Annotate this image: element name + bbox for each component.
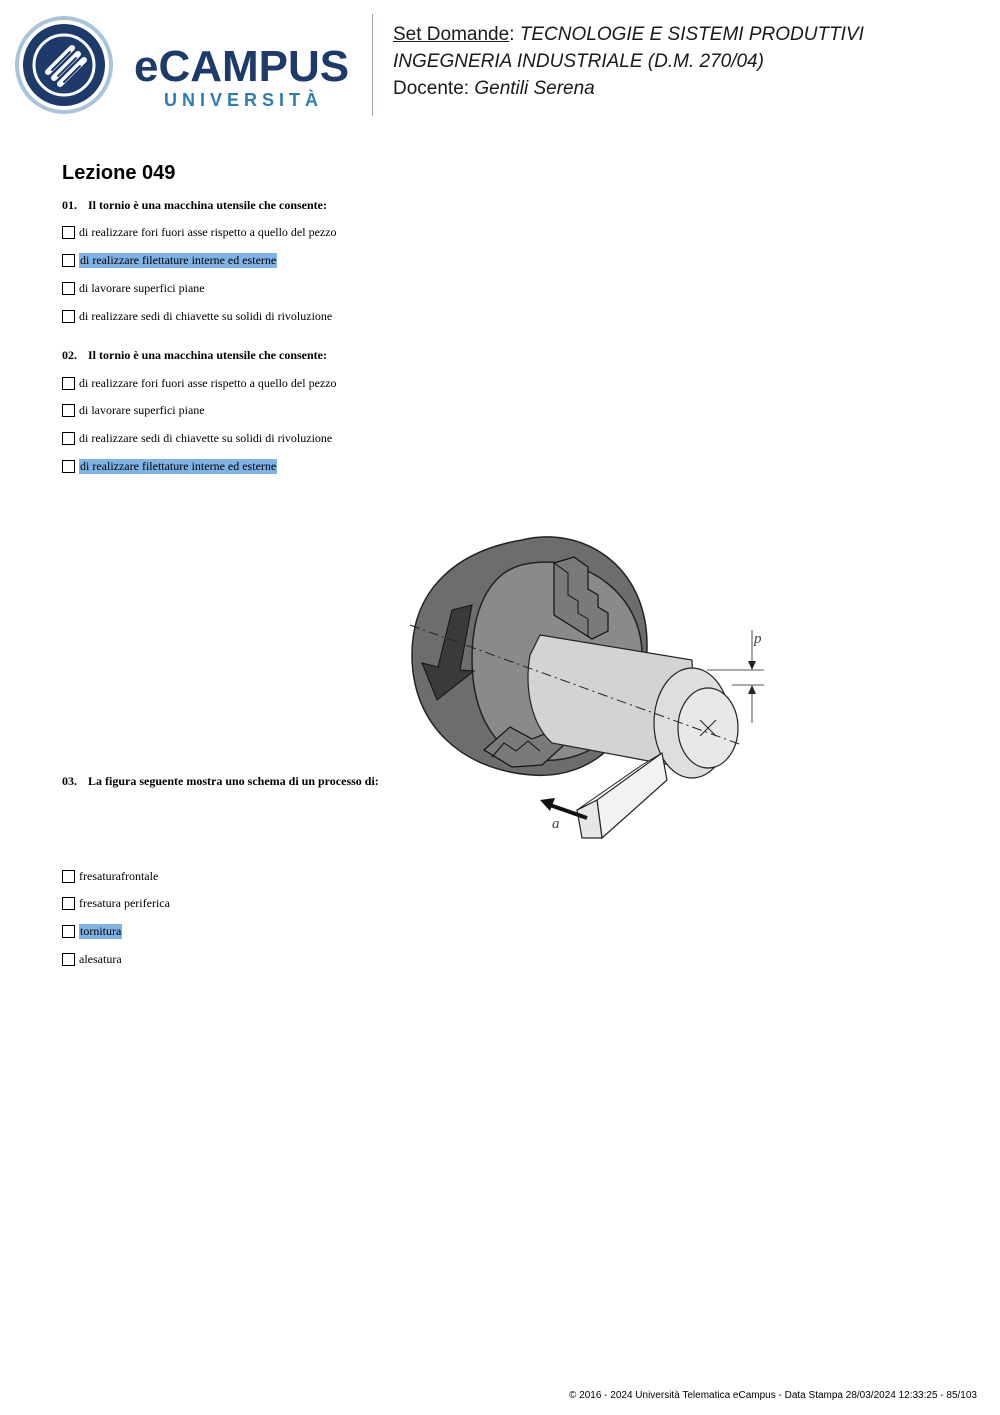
checkbox[interactable] <box>62 460 75 473</box>
question-number: 01. <box>62 198 77 212</box>
question-text: Il tornio è una macchina utensile che consente: <box>88 198 327 212</box>
course-title: TECNOLOGIE E SISTEMI PRODUTTIVI <box>519 24 864 45</box>
question-number: 03. <box>62 774 77 788</box>
label-a: a <box>552 816 560 832</box>
checkbox[interactable] <box>62 897 75 910</box>
option-text-highlighted: di realizzare filettature interne ed esterne <box>80 252 277 267</box>
page-footer: © 2016 - 2024 Università Telematica eCampus - Data Stampa 28/03/2024 12:33:25 - 85/103 <box>569 1390 977 1401</box>
option-02-d[interactable] <box>62 458 277 474</box>
course-degree: INGEGNERIA INDUSTRIALE (D.M. 270/04) <box>393 51 764 72</box>
docente-label: Docente <box>393 78 464 99</box>
option-text: alesatura <box>79 951 122 966</box>
svg-text:eCAMPUS: eCAMPUS <box>134 42 350 91</box>
label-p: p <box>754 631 762 647</box>
option-01-b[interactable] <box>62 252 277 268</box>
option-02-c[interactable] <box>62 430 332 446</box>
option-01-d[interactable] <box>62 308 332 324</box>
lesson-title: Lezione 049 <box>62 162 176 184</box>
checkbox[interactable] <box>62 870 75 883</box>
checkbox[interactable] <box>62 404 75 417</box>
question-02 <box>62 348 327 363</box>
checkbox[interactable] <box>62 925 75 938</box>
question-01 <box>62 198 327 213</box>
option-02-b[interactable] <box>62 402 205 418</box>
document-header: Set Domande: TECNOLOGIE E SISTEMI PRODUTTIVI INGEGNERIA INDUSTRIALE (D.M. 270/04) Docente: Gentili Serena <box>393 24 864 99</box>
docente-name: Gentili Serena <box>474 78 595 99</box>
checkbox[interactable] <box>62 282 75 295</box>
checkbox[interactable] <box>62 953 75 966</box>
ecampus-logo <box>14 14 359 118</box>
svg-text:UNIVERSITÀ: UNIVERSITÀ <box>164 90 324 110</box>
option-text: di realizzare sedi di chiavette su solidi di rivoluzione <box>79 308 333 323</box>
question-text: Il tornio è una macchina utensile che consente: <box>88 348 327 362</box>
option-text: di lavorare superfici piane <box>79 402 205 417</box>
option-02-a[interactable] <box>62 375 337 391</box>
option-text-highlighted: tornitura <box>80 923 122 938</box>
checkbox[interactable] <box>62 432 75 445</box>
option-text-highlighted: di realizzare filettature interne ed esterne <box>80 458 277 473</box>
option-03-d[interactable] <box>62 951 122 967</box>
question-03 <box>62 774 379 789</box>
option-text: di lavorare superfici piane <box>79 280 205 295</box>
option-text: di realizzare fori fuori asse rispetto a quello del pezzo <box>79 224 337 239</box>
checkbox[interactable] <box>62 377 75 390</box>
question-number: 02. <box>62 348 77 362</box>
option-01-c[interactable] <box>62 280 205 296</box>
option-text: di realizzare fori fuori asse rispetto a quello del pezzo <box>79 375 337 390</box>
option-text: di realizzare sedi di chiavette su solidi di rivoluzione <box>79 430 333 445</box>
option-text: fresatura periferica <box>79 895 170 910</box>
header-divider <box>372 14 373 116</box>
set-label: Set Domande <box>393 24 510 45</box>
checkbox[interactable] <box>62 254 75 267</box>
option-01-a[interactable] <box>62 224 337 240</box>
option-03-a[interactable] <box>62 868 158 884</box>
option-03-c[interactable] <box>62 923 122 939</box>
checkbox[interactable] <box>62 310 75 323</box>
turning-process-figure <box>392 495 787 855</box>
checkbox[interactable] <box>62 226 75 239</box>
question-text: La figura seguente mostra uno schema di un processo di: <box>88 774 379 788</box>
option-03-b[interactable] <box>62 895 170 911</box>
option-text: fresaturafrontale <box>79 868 159 883</box>
